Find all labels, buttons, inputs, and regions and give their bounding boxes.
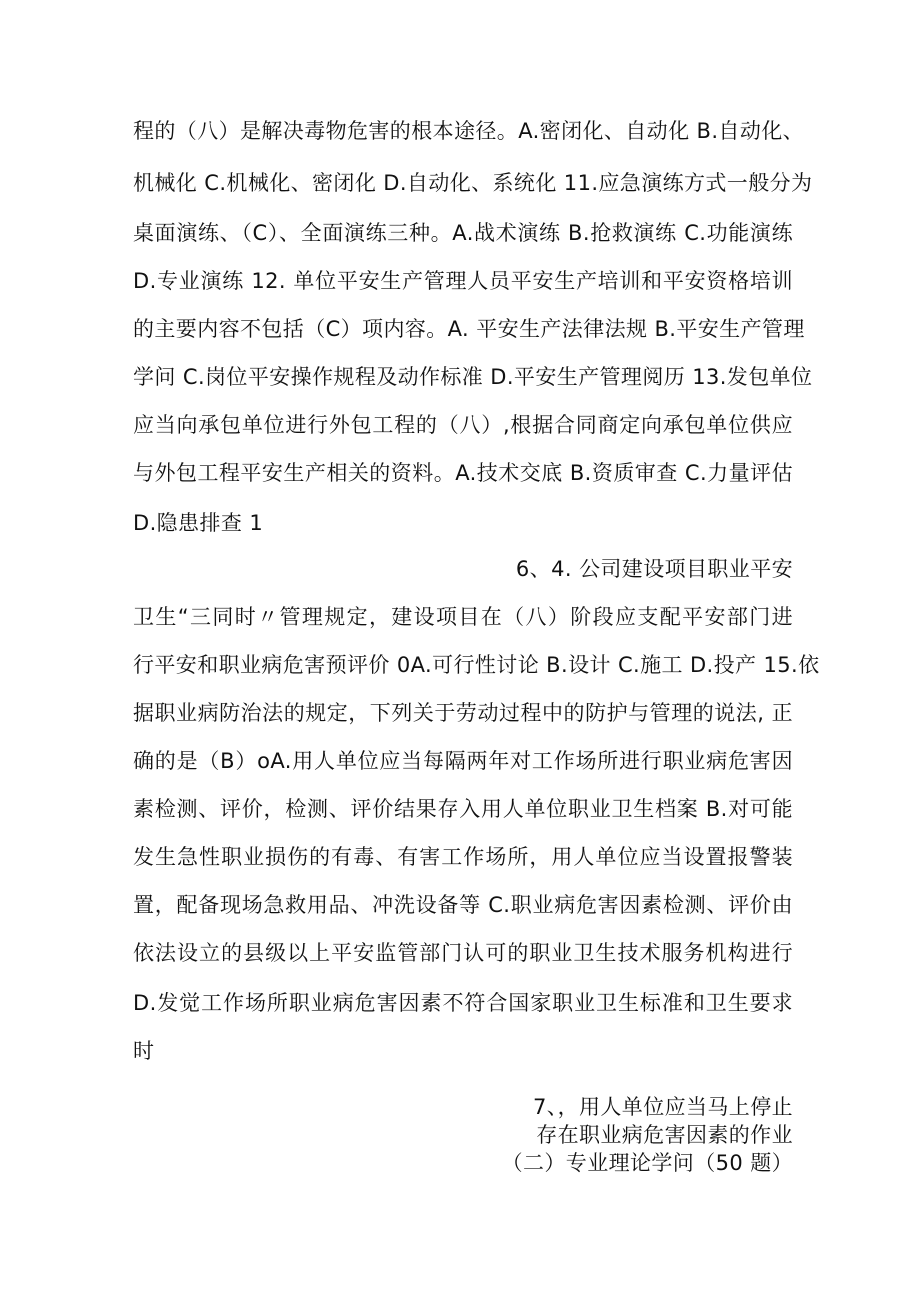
text-line: 的主要内容不包括（C）项内容。A. 平安生产法律法规 B.平安生产管理	[133, 317, 805, 341]
text-line: 素检测、评价，检测、评价结果存入用人单位职业卫生档案 B.对可能	[133, 797, 793, 821]
section-heading: （二）专业理论学问（50 题）	[501, 1151, 793, 1175]
section-heading: 6、4. 公司建设项目职业平安	[515, 557, 793, 581]
text-line: 据职业病防治法的规定，下列关于劳动过程中的防护与管理的说法, 正	[133, 701, 793, 725]
text-line: 与外包工程平安生产相关的资料。A.技术交底 B.资质审查 C.力量评估	[133, 461, 793, 485]
text-line: 桌面演练、（C）、全面演练三种。A.战术演练 B.抢救演练 C.功能演练	[133, 221, 793, 245]
text-line: D.发觉工作场所职业病危害因素不符合国家职业卫生标准和卫生要求	[133, 991, 793, 1015]
text-line: 程的（八）是解决毒物危害的根本途径。A.密闭化、自动化 B.自动化、	[133, 119, 805, 143]
text-line: D.隐患排查 1	[133, 511, 264, 535]
section-heading: 7、，用人单位应当马上停止	[532, 1095, 793, 1119]
text-line: 置，配备现场急救用品、冲洗设备等 C.职业病危害因素检测、评价由	[133, 893, 793, 917]
text-line: 机械化 C.机械化、密闭化 D.自动化、系统化 11.应急演练方式一般分为	[133, 171, 813, 195]
text-line: 应当向承包单位进行外包工程的（八）,根据合同商定向承包单位供应	[133, 413, 793, 437]
text-line: 存在职业病危害因素的作业	[536, 1123, 793, 1147]
text-line: 学问 C.岗位平安操作规程及动作标准 D.平安生产管理阅历 13.发包单位	[133, 365, 813, 389]
text-line: 行平安和职业病危害预评价 0A.可行性讨论 B.设计 C.施工 D.投产 15.依	[133, 653, 820, 677]
text-line: 时	[133, 1039, 155, 1063]
text-line: 卫生“三同时〃管理规定，建设项目在（八）阶段应支配平安部门进	[133, 605, 793, 629]
text-line: 发生急性职业损伤的有毒、有害工作场所，用人单位应当设置报警装	[133, 845, 793, 869]
text-line: 确的是（B）oA.用人单位应当每隔两年对工作场所进行职业病危害因	[133, 749, 793, 773]
text-line: D.专业演练 12. 单位平安生产管理人员平安生产培训和平安资格培训	[133, 269, 793, 293]
text-line: 依法设立的县级以上平安监管部门认可的职业卫生技术服务机构进行	[133, 941, 793, 965]
